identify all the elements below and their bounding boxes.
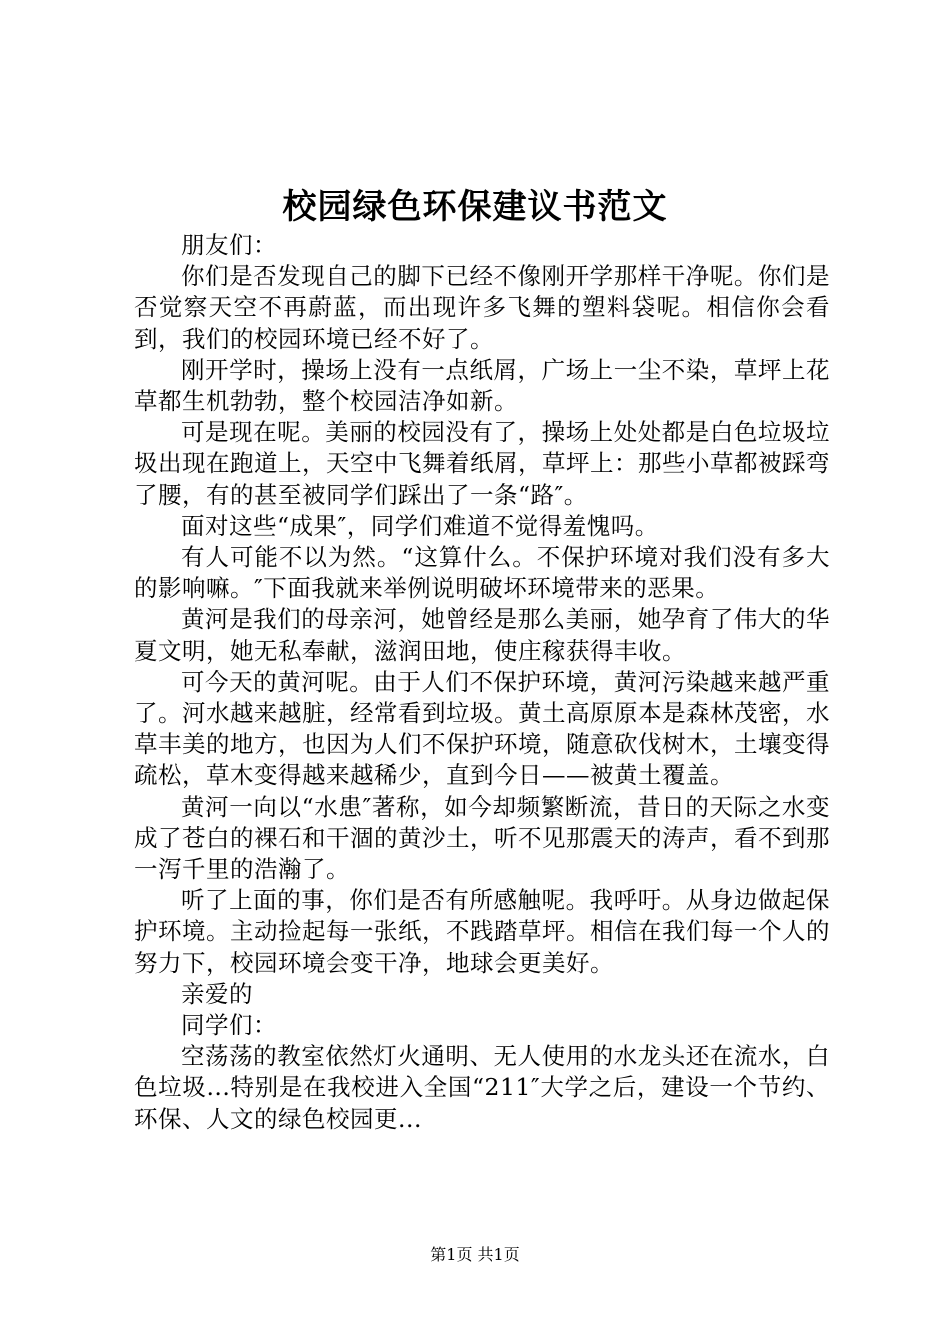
paragraph: 刚开学时，操场上没有一点纸屑，广场上一尘不染，草坪上花草都生机勃勃，整个校园洁净如新。: [134, 355, 830, 416]
page-number-footer: 第1页 共1页: [430, 1245, 520, 1264]
paragraph: 有人可能不以为然。“这算什么。不保护环境对我们没有多大的影响嘛。″下面我就来举例说明破坏环境带来的恶果。: [134, 543, 830, 603]
paragraph: 可是现在呢。美丽的校园没有了，操场上处处都是白色垃圾垃圾出现在跑道上，天空中飞舞着纸屑，草坪上：那些小草都被踩弯了腰，有的甚至被同学们踩出了一条“路″。: [134, 418, 830, 509]
salutation: 亲爱的: [181, 979, 253, 1008]
paragraph: 你们是否发现自己的脚下已经不像刚开学那样干净呢。你们是否觉察天空不再蔚蓝，而出现许多飞舞的塑料袋呢。相信你会看到，我们的校园环境已经不好了。: [134, 262, 830, 353]
paragraph: 黄河是我们的母亲河，她曾经是那么美丽，她孕育了伟大的华夏文明，她无私奉献，滋润田地，使庄稼获得丰收。: [134, 605, 830, 665]
document-body: [134, 230, 830, 1135]
paragraph: 面对这些“成果″，同学们难道不觉得羞愧吗。: [181, 511, 659, 540]
salutation: 朋友们：: [181, 231, 277, 259]
paragraph: 听了上面的事，你们是否有所感触呢。我呼吁。从身边做起保护环境。主动捡起每一张纸，不践踏草坪。相信在我们每一个人的努力下，校园环境会变干净，地球会更美好。: [134, 886, 830, 977]
paragraph: 空荡荡的教室依然灯火通明、无人使用的水龙头还在流水，白色垃圾...特别是在我校进入全国“211″大学之后，建设一个节约、环保、人文的绿色校园更...: [134, 1042, 830, 1133]
paragraph: 可今天的黄河呢。由于人们不保护环境，黄河污染越来越严重了。河水越来越脏，经常看到垃圾。黄土高原原本是森林茂密，水草丰美的地方，也因为人们不保护环境，随意砍伐树木，土壤变得疏松，草木变得越来越稀少，直到今日——被黄土覆盖。: [134, 667, 830, 790]
document-title: 校园绿色环保建议书范文: [282, 187, 668, 227]
paragraph: 黄河一向以“水患″著称，如今却频繁断流，昔日的天际之水变成了苍白的裸石和干涸的黄沙土，听不见那震天的涛声，看不到那一泻千里的浩瀚了。: [134, 792, 830, 884]
salutation: 同学们：: [181, 1011, 277, 1040]
